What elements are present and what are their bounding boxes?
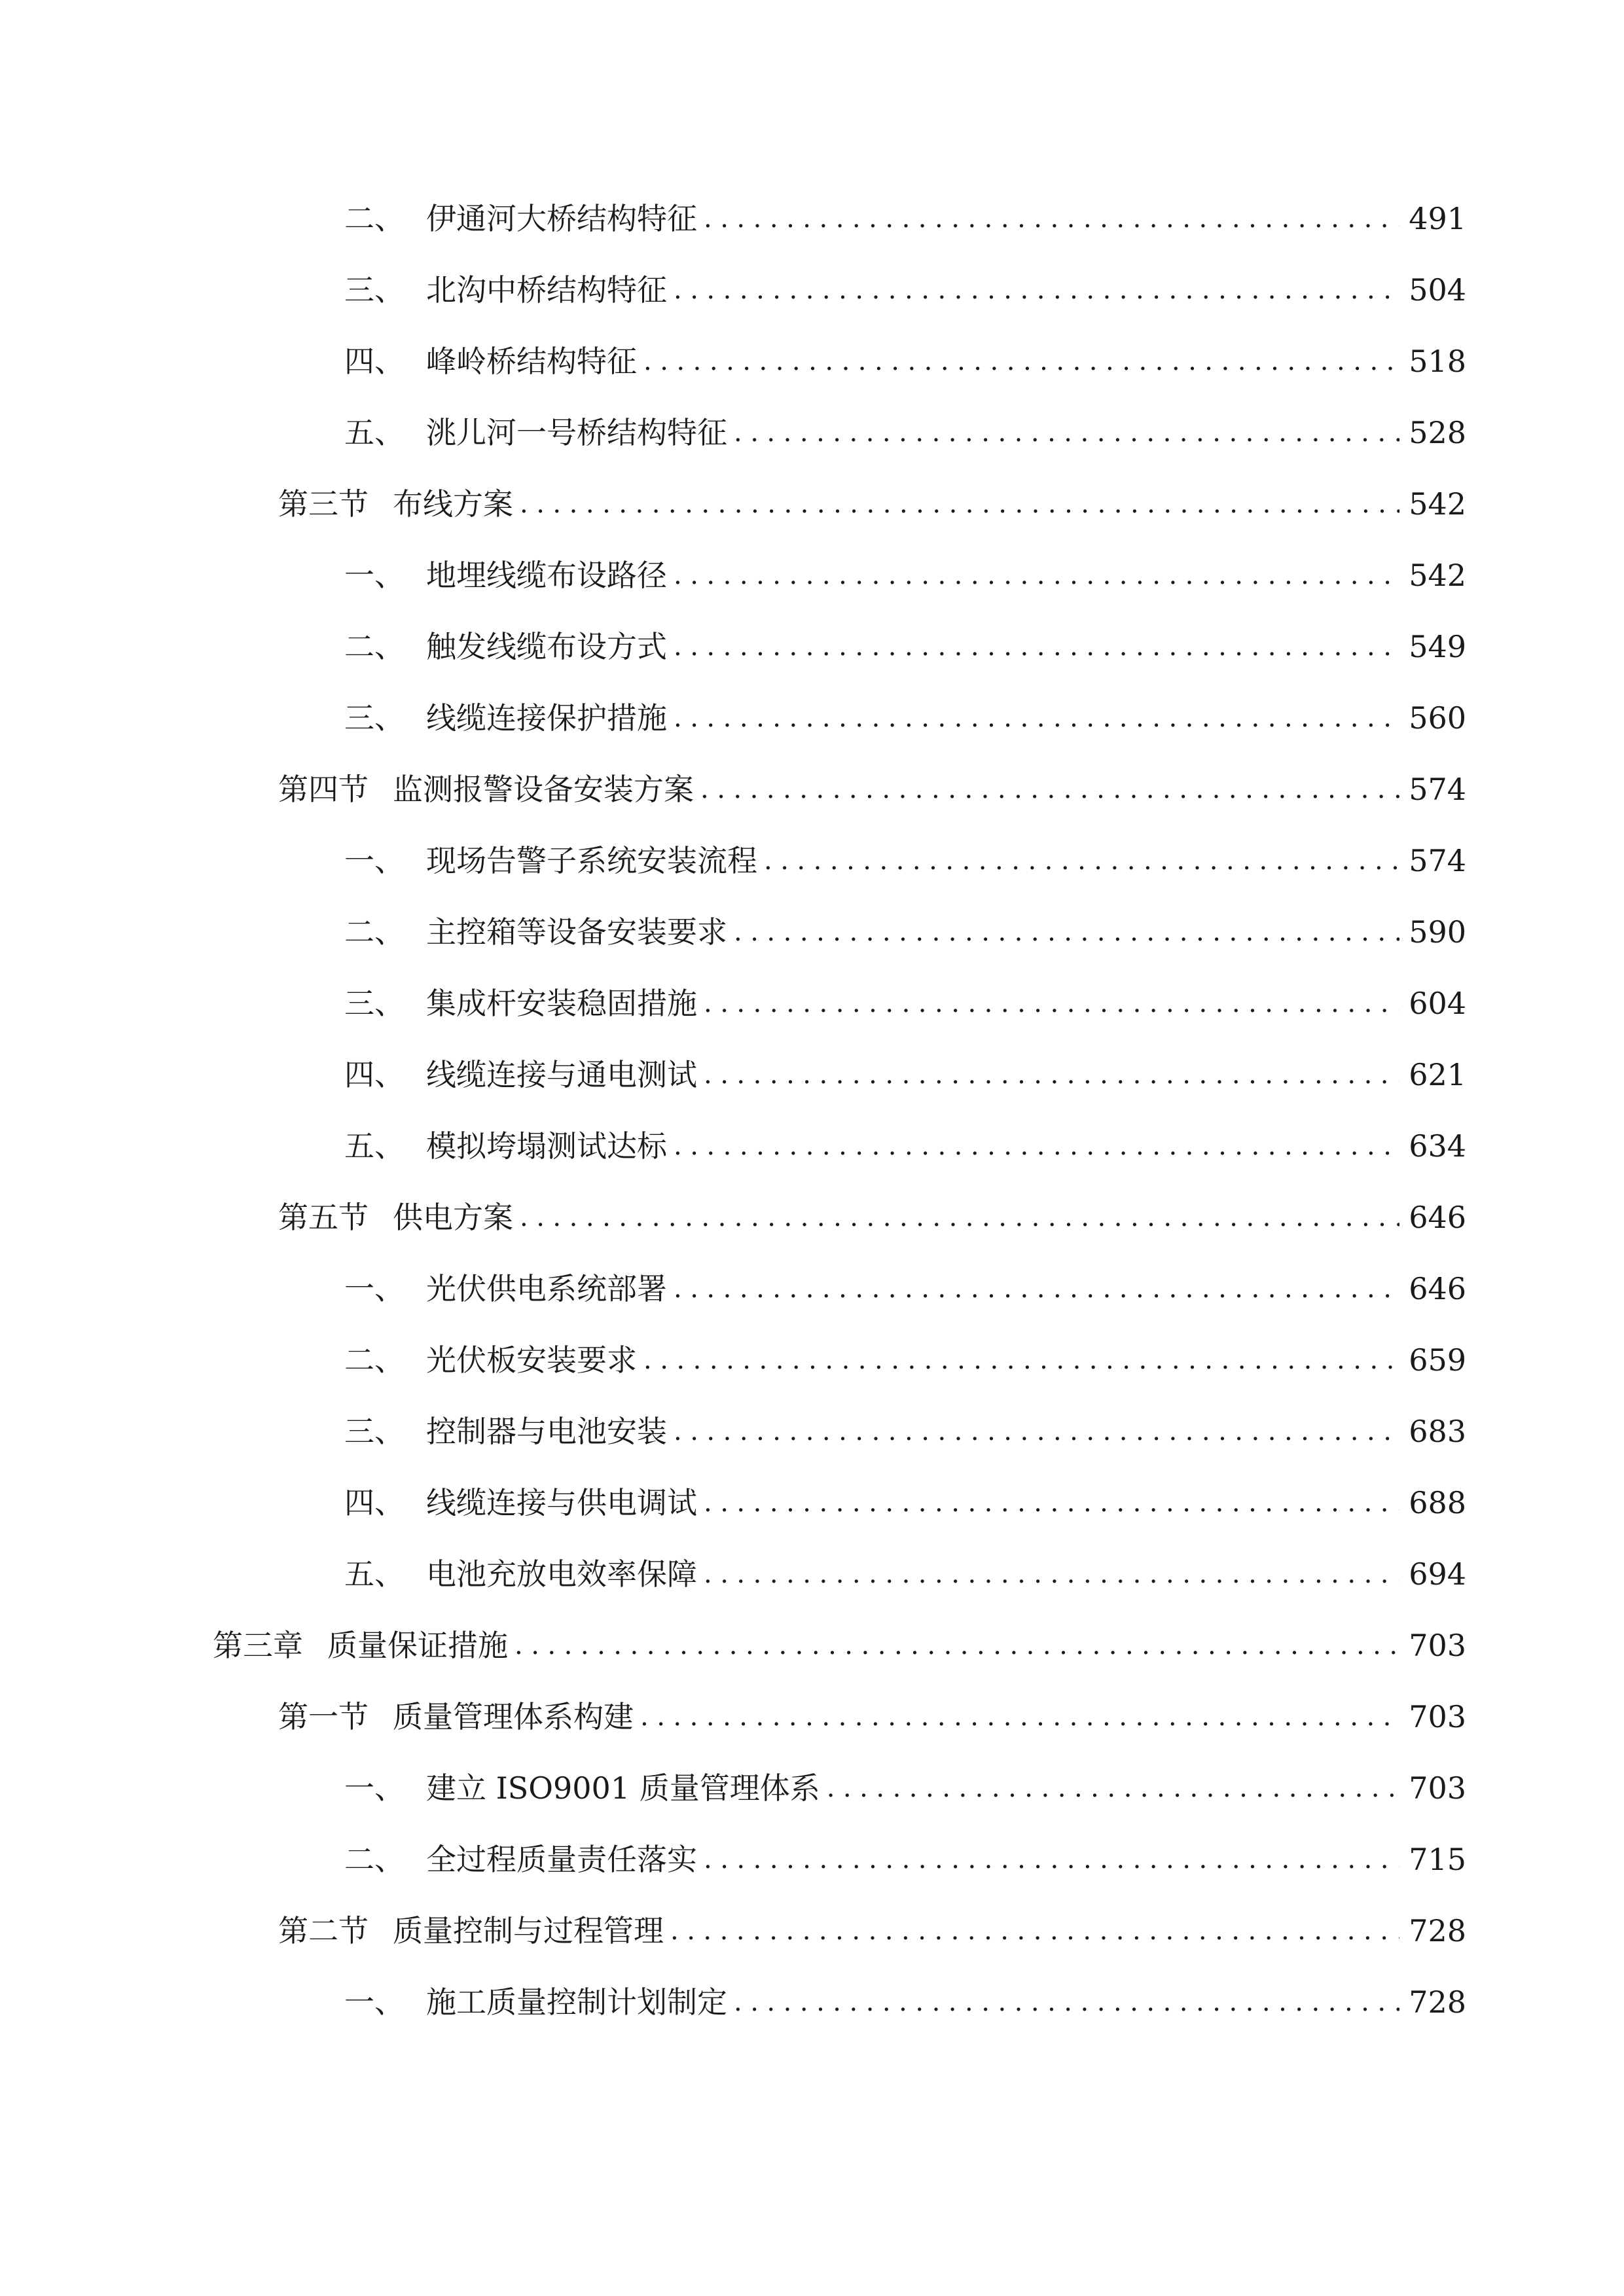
toc-entry-page: 703 [1409,1699,1466,1734]
toc-entry[interactable] [278,1905,1466,1957]
toc-entry[interactable] [213,1619,1466,1672]
toc-entry-title: 施工质量控制计划制定 [426,1984,727,2020]
toc-entry[interactable] [344,406,1466,459]
toc-entry-page: 542 [1409,558,1466,593]
toc-dot-leader [700,763,1399,816]
toc-entry-title: 光伏供电系统部署 [426,1271,667,1306]
toc-entry-page: 528 [1409,415,1466,450]
toc-dot-leader [520,478,1399,530]
toc-entry-page: 504 [1409,272,1466,308]
toc-entry-page: 715 [1409,1842,1466,1877]
toc-entry-page: 574 [1409,772,1466,807]
toc-entry-page: 646 [1409,1200,1466,1235]
toc-entry-title: 伊通河大桥结构特征 [426,201,697,236]
toc-dot-leader [640,1691,1399,1743]
toc-entry-number: 第三章 [213,1628,303,1663]
toc-entry-page: 634 [1409,1128,1466,1164]
toc-entry[interactable] [344,264,1466,316]
toc-dot-leader [520,1191,1399,1244]
toc-entry-number: 三、 [344,1414,405,1449]
toc-dot-leader [674,1263,1399,1315]
toc-entry-title: 洮儿河一号桥结构特征 [426,415,727,450]
toc-entry-page: 646 [1409,1271,1466,1306]
toc-entry-number: 第四节 [278,772,369,807]
toc-entry-page: 659 [1409,1342,1466,1378]
toc-entry[interactable] [344,977,1466,1030]
toc-entry-page: 728 [1409,1913,1466,1948]
toc-entry[interactable] [344,1833,1466,1886]
toc-entry[interactable] [344,834,1466,887]
toc-entry-page: 703 [1409,1770,1466,1806]
toc-dot-leader [674,692,1399,744]
toc-entry[interactable] [344,1762,1466,1814]
toc-entry[interactable] [344,335,1466,387]
toc-entry[interactable] [344,549,1466,601]
toc-entry-title: 触发线缆布设方式 [426,629,667,664]
toc-entry-page: 694 [1409,1556,1466,1592]
toc-entry-number: 第一节 [278,1699,369,1734]
toc-entry-title: 布线方案 [393,486,513,522]
toc-entry-page: 491 [1409,201,1466,236]
toc-entry-page: 621 [1409,1057,1466,1092]
toc-entry-number: 三、 [344,700,405,736]
toc-entry-title: 质量控制与过程管理 [393,1913,664,1948]
toc-entry-number: 五、 [344,415,405,450]
toc-dot-leader [674,620,1399,673]
toc-entry[interactable] [344,620,1466,673]
toc-entry-page: 549 [1409,629,1466,664]
toc-dot-leader [674,1120,1399,1172]
toc-entry-title: 集成杆安装稳固措施 [426,986,697,1021]
toc-entry-number: 二、 [344,629,405,664]
toc-entry-page: 518 [1409,344,1466,379]
toc-entry[interactable] [344,1976,1466,2028]
toc-entry-number: 三、 [344,272,405,308]
toc-entry-title: 供电方案 [393,1200,513,1235]
toc-entry[interactable] [278,763,1466,816]
toc-entry-number: 一、 [344,1984,405,2020]
toc-entry-page: 728 [1409,1984,1466,2020]
toc-dot-leader [643,335,1399,387]
toc-entry-title: 主控箱等设备安装要求 [426,914,727,950]
toc-dot-leader [704,1049,1399,1101]
toc-dot-leader [734,1976,1399,2028]
toc-dot-leader [704,977,1399,1030]
toc-entry[interactable] [278,1691,1466,1743]
toc-entry-page: 590 [1409,914,1466,950]
toc-entry[interactable] [344,1120,1466,1172]
toc-entry-title: 现场告警子系统安装流程 [426,843,757,878]
toc-dot-leader [704,1477,1399,1529]
toc-entry[interactable] [344,1334,1466,1386]
toc-entry-number: 三、 [344,986,405,1021]
toc-entry-page: 703 [1409,1628,1466,1663]
toc-entry[interactable] [344,1263,1466,1315]
toc-entry-number: 五、 [344,1128,405,1164]
toc-entry-title: 全过程质量责任落实 [426,1842,697,1877]
toc-entry-title: 光伏板安装要求 [426,1342,637,1378]
toc-dot-leader [704,1833,1399,1886]
toc-entry[interactable] [344,1477,1466,1529]
toc-dot-leader [674,549,1399,601]
toc-entry[interactable] [278,1191,1466,1244]
toc-entry-number: 一、 [344,558,405,593]
toc-entry-number: 第二节 [278,1913,369,1948]
toc-entry-number: 五、 [344,1556,405,1592]
toc-entry-title: 监测报警设备安装方案 [393,772,694,807]
toc-entry-page: 542 [1409,486,1466,522]
toc-entry[interactable] [344,1548,1466,1600]
toc-dot-leader [670,1905,1399,1957]
toc-entry-title: 建立 ISO9001 质量管理体系 [426,1770,820,1806]
toc-entry[interactable] [344,1405,1466,1458]
toc-entry[interactable] [344,906,1466,958]
toc-dot-leader [704,1548,1399,1600]
toc-entry-page: 688 [1409,1485,1466,1520]
toc-entry-page: 683 [1409,1414,1466,1449]
toc-entry[interactable] [344,692,1466,744]
toc-entry[interactable] [344,1049,1466,1101]
toc-entry-number: 二、 [344,1842,405,1877]
toc-dot-leader [734,406,1399,459]
toc-entry-number: 一、 [344,1770,405,1806]
toc-entry-page: 604 [1409,986,1466,1021]
toc-entry[interactable] [278,478,1466,530]
toc-entry-number: 二、 [344,201,405,236]
toc-entry-number: 四、 [344,344,405,379]
toc-entry-title: 北沟中桥结构特征 [426,272,667,308]
toc-entry-title: 模拟垮塌测试达标 [426,1128,667,1164]
toc-entry-number: 四、 [344,1485,405,1520]
toc-dot-leader [514,1619,1399,1672]
toc-entry-page: 560 [1409,700,1466,736]
toc-entry-title: 控制器与电池安装 [426,1414,667,1449]
toc-entry-title: 线缆连接保护措施 [426,700,667,736]
toc-entry-title: 峰岭桥结构特征 [426,344,637,379]
toc-dot-leader [704,192,1399,245]
toc-entry-number: 二、 [344,1342,405,1378]
toc-entry[interactable] [344,192,1466,245]
toc-entry-number: 四、 [344,1057,405,1092]
toc-entry-title: 线缆连接与供电调试 [426,1485,697,1520]
toc-entry-page: 574 [1409,843,1466,878]
toc-entry-title: 质量保证措施 [327,1628,508,1663]
toc-dot-leader [643,1334,1399,1386]
toc-entry-number: 第三节 [278,486,369,522]
toc-entry-number: 一、 [344,1271,405,1306]
toc-entry-title: 线缆连接与通电测试 [426,1057,697,1092]
toc-entry-number: 第五节 [278,1200,369,1235]
toc-dot-leader [764,834,1399,887]
toc-entry-title: 质量管理体系构建 [393,1699,634,1734]
toc-entry-number: 一、 [344,843,405,878]
toc-dot-leader [827,1762,1399,1814]
toc-entry-number: 二、 [344,914,405,950]
toc-dot-leader [674,1405,1399,1458]
toc-dot-leader [674,264,1399,316]
toc-entry-title: 电池充放电效率保障 [426,1556,697,1592]
toc-dot-leader [734,906,1399,958]
toc-entry-title: 地埋线缆布设路径 [426,558,667,593]
